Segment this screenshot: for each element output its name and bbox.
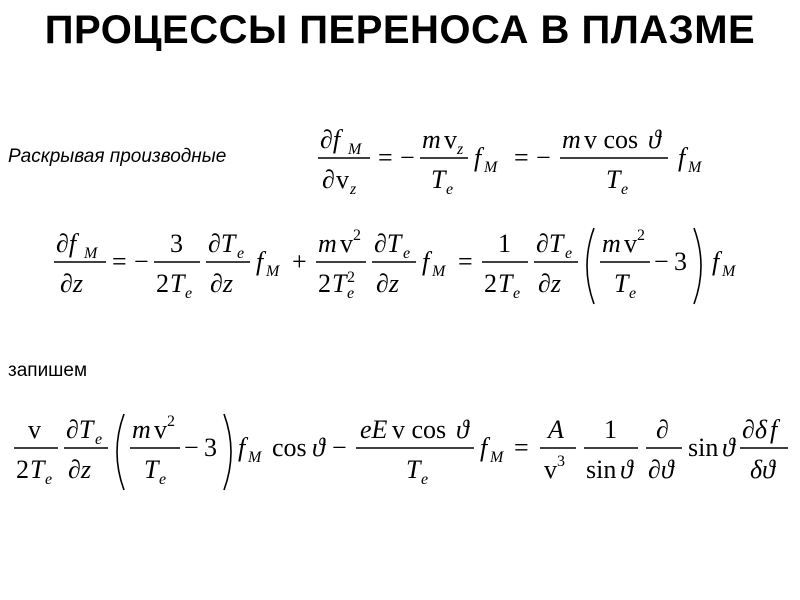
- svg-text:ϑ: ϑ: [312, 433, 325, 462]
- svg-text:A: A: [548, 415, 564, 444]
- svg-text:e: e: [629, 285, 637, 302]
- svg-text:cos: cos: [272, 433, 307, 462]
- svg-text:2: 2: [353, 227, 361, 244]
- svg-text:f: f: [678, 143, 686, 172]
- svg-text:M: M: [490, 449, 504, 466]
- svg-text:ϑ: ϑ: [620, 455, 633, 484]
- svg-text:∂T: ∂T: [208, 229, 236, 258]
- svg-text:m: m: [422, 125, 441, 154]
- svg-text:e: e: [565, 245, 573, 262]
- svg-text:1: 1: [604, 415, 617, 444]
- svg-text:−: −: [332, 433, 347, 462]
- svg-text:∂z: ∂z: [60, 269, 83, 298]
- svg-text:v: v: [624, 229, 637, 258]
- svg-text:M: M: [432, 263, 446, 280]
- caption-write: запишем: [8, 360, 88, 381]
- svg-text:f: f: [480, 433, 488, 462]
- svg-text:m: m: [602, 229, 621, 258]
- svg-text:∂: ∂: [322, 165, 335, 194]
- svg-text:∂z: ∂z: [68, 455, 91, 484]
- svg-text:e: e: [513, 285, 521, 302]
- svg-text:=: =: [458, 247, 473, 276]
- svg-text:2: 2: [156, 269, 169, 298]
- svg-text:2: 2: [347, 269, 355, 286]
- svg-text:v: v: [444, 125, 457, 154]
- svg-text:v: v: [340, 229, 353, 258]
- svg-text:v cos: v cos: [584, 125, 639, 154]
- svg-text:v: v: [154, 415, 167, 444]
- svg-text:m: m: [132, 415, 151, 444]
- svg-text:f: f: [422, 247, 430, 276]
- svg-text:ϑ: ϑ: [722, 433, 735, 462]
- svg-text:∂f: ∂f: [320, 125, 341, 154]
- svg-text:M: M: [688, 159, 702, 176]
- svg-text:+: +: [292, 247, 307, 276]
- svg-text:e: e: [403, 245, 411, 262]
- svg-text:3: 3: [170, 229, 183, 258]
- svg-text:2: 2: [637, 227, 645, 244]
- svg-text:∂f: ∂f: [56, 229, 77, 258]
- svg-text:∂T: ∂T: [374, 229, 402, 258]
- svg-text:−: −: [400, 143, 415, 172]
- svg-text:M: M: [248, 449, 262, 466]
- svg-text:f: f: [474, 143, 482, 172]
- equation-1: [318, 118, 738, 198]
- svg-text:−: −: [654, 247, 669, 276]
- equation-2: [54, 222, 754, 314]
- svg-text:−: −: [184, 433, 199, 462]
- svg-text:2: 2: [167, 413, 175, 430]
- svg-text:e: e: [237, 245, 245, 262]
- svg-text:e: e: [421, 471, 429, 488]
- svg-text:=: =: [514, 143, 529, 172]
- svg-text:ϑ: ϑ: [648, 125, 661, 154]
- svg-text:f: f: [712, 247, 720, 276]
- svg-text:e: e: [446, 181, 454, 198]
- svg-text:M: M: [266, 263, 280, 280]
- svg-text:m: m: [318, 229, 337, 258]
- svg-text:ϑ: ϑ: [456, 415, 469, 444]
- svg-text:T: T: [332, 269, 347, 298]
- svg-text:M: M: [84, 245, 98, 262]
- svg-text:T: T: [406, 455, 421, 484]
- svg-text:M: M: [348, 141, 362, 158]
- svg-text:e: e: [347, 285, 355, 302]
- svg-text:∂z: ∂z: [538, 269, 561, 298]
- svg-text:T: T: [431, 165, 446, 194]
- svg-text:z: z: [457, 141, 464, 158]
- svg-text:3: 3: [557, 453, 565, 470]
- svg-text:δϑ: δϑ: [750, 455, 775, 484]
- svg-text:e: e: [95, 431, 103, 448]
- svg-text:f: f: [770, 415, 778, 444]
- svg-text:2: 2: [318, 269, 331, 298]
- svg-text:T: T: [170, 269, 185, 298]
- svg-text:2: 2: [484, 269, 497, 298]
- svg-text:f: f: [238, 433, 246, 462]
- svg-text:∂z: ∂z: [210, 269, 233, 298]
- svg-text:M: M: [722, 263, 736, 280]
- svg-text:=: =: [378, 143, 393, 172]
- equation-3: [10, 408, 796, 500]
- svg-text:∂z: ∂z: [376, 269, 399, 298]
- svg-text:e: e: [185, 285, 193, 302]
- svg-text:3: 3: [204, 433, 217, 462]
- svg-text:∂T: ∂T: [66, 415, 94, 444]
- svg-text:f: f: [256, 247, 264, 276]
- svg-text:v: v: [28, 415, 41, 444]
- svg-text:3: 3: [674, 247, 687, 276]
- svg-text:v cos: v cos: [392, 415, 447, 444]
- svg-text:v: v: [544, 455, 557, 484]
- svg-text:M: M: [484, 159, 498, 176]
- svg-text:−: −: [134, 247, 149, 276]
- svg-text:2: 2: [16, 455, 29, 484]
- svg-text:e: e: [45, 471, 53, 488]
- svg-text:v: v: [336, 165, 349, 194]
- svg-text:e: e: [621, 181, 629, 198]
- slide-title: ПРОЦЕССЫ ПЕРЕНОСА В ПЛАЗМЕ: [44, 8, 756, 52]
- svg-text:T: T: [614, 269, 629, 298]
- caption-derivatives: Раскрывая производные: [8, 146, 227, 167]
- svg-text:T: T: [606, 165, 621, 194]
- svg-text:∂δ: ∂δ: [742, 415, 767, 444]
- svg-text:=: =: [514, 433, 529, 462]
- svg-text:∂ϑ: ∂ϑ: [648, 455, 674, 484]
- svg-text:sin: sin: [586, 455, 617, 484]
- svg-text:∂T: ∂T: [536, 229, 564, 258]
- svg-text:=: =: [112, 247, 127, 276]
- svg-text:1: 1: [498, 229, 511, 258]
- svg-text:T: T: [498, 269, 513, 298]
- svg-text:∂: ∂: [656, 415, 669, 444]
- svg-text:T: T: [144, 455, 159, 484]
- svg-text:e: e: [159, 471, 167, 488]
- svg-text:T: T: [30, 455, 45, 484]
- svg-text:−: −: [536, 143, 551, 172]
- svg-text:m: m: [562, 125, 581, 154]
- svg-text:sin: sin: [688, 433, 719, 462]
- svg-text:z: z: [350, 181, 357, 198]
- svg-text:eE: eE: [360, 415, 388, 444]
